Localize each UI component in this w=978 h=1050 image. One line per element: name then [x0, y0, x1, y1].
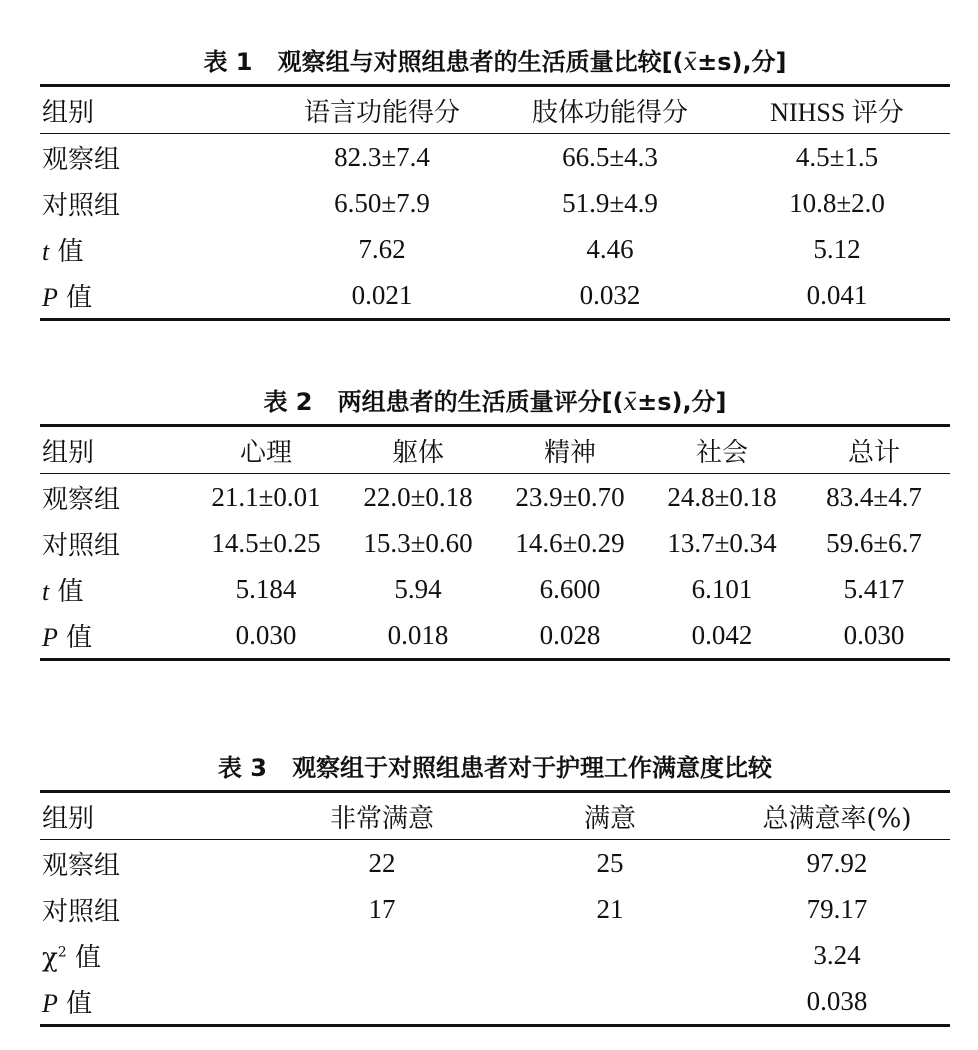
- label-value: 值: [49, 236, 84, 267]
- table-row: [40, 886, 950, 932]
- table-1-title: [40, 40, 950, 84]
- table-cell: 0.032: [579, 279, 641, 310]
- symbol-p: P: [42, 622, 58, 652]
- column-header-total: 总计: [847, 437, 900, 468]
- table-cell: 15.3±0.60: [363, 527, 473, 558]
- table-cell: [496, 978, 724, 1026]
- table-row: [40, 978, 950, 1026]
- row-label-control: 对照组: [42, 190, 121, 221]
- table-row: [40, 840, 950, 887]
- row-label-control: 对照组: [42, 530, 121, 561]
- table-cell: 66.5±4.3: [562, 141, 658, 172]
- table-cell: [268, 932, 496, 978]
- symbol-p: P: [42, 282, 58, 312]
- table-3: [40, 790, 950, 1027]
- table-cell: 97.92: [806, 847, 868, 878]
- label-value: 值: [57, 282, 93, 313]
- row-label-p-value: [40, 272, 268, 320]
- table-cell: 0.021: [351, 279, 413, 310]
- column-header-satisfied: 满意: [583, 803, 636, 834]
- table-row: [40, 474, 950, 521]
- symbol-p: P: [42, 988, 58, 1018]
- column-header-language: 语言功能得分: [303, 97, 460, 128]
- row-label-observation: 观察组: [42, 144, 121, 175]
- column-header-group: 组别: [42, 803, 95, 834]
- table-cell: 0.030: [235, 619, 297, 650]
- symbol-t: t: [42, 236, 50, 266]
- table-cell: 0.041: [806, 279, 868, 310]
- table-row: [40, 566, 950, 612]
- table-cell: 79.17: [806, 893, 868, 924]
- table-cell: 0.038: [806, 985, 868, 1016]
- table-1-number: 表 1: [203, 48, 253, 76]
- column-header-total-rate: 总满意率(%): [762, 803, 912, 834]
- table-1-title-text: 观察组与对照组患者的生活质量比较[(: [277, 48, 684, 76]
- column-header-spirit: 精神: [543, 437, 596, 468]
- table-row: [40, 932, 950, 978]
- row-label-t-value: [40, 226, 268, 272]
- column-header-social: 社会: [695, 437, 748, 468]
- table-cell: 14.5±0.25: [211, 527, 321, 558]
- table-cell: 6.600: [539, 573, 601, 604]
- table-cell: 0.030: [843, 619, 905, 650]
- table-cell: 21.1±0.01: [211, 481, 321, 512]
- column-header-limb: 肢体功能得分: [531, 97, 688, 128]
- table-3-title-text: 观察组于对照组患者对于护理工作满意度比较: [292, 754, 773, 782]
- table-row: [40, 134, 950, 181]
- table-cell: 6.101: [691, 573, 753, 604]
- table-row: [40, 612, 950, 660]
- table-cell: 51.9±4.9: [562, 187, 658, 218]
- table-3-title: [40, 746, 950, 790]
- table-1: [40, 84, 950, 321]
- table-cell: 10.8±2.0: [789, 187, 885, 218]
- label-value: 值: [57, 988, 93, 1019]
- table-row: [40, 272, 950, 320]
- table-2-number: 表 2: [263, 388, 313, 416]
- table-header-row: [40, 792, 950, 840]
- table-cell: 5.12: [813, 233, 861, 264]
- table-cell: 4.46: [586, 233, 634, 264]
- table-cell: 7.62: [358, 233, 406, 264]
- row-label-observation: 观察组: [42, 850, 121, 881]
- row-label-observation: 观察组: [42, 484, 121, 515]
- table-cell: [496, 932, 724, 978]
- row-label-p-value: [40, 612, 190, 660]
- table-cell: 5.184: [235, 573, 297, 604]
- table-cell: 22: [368, 847, 396, 878]
- table-header-row: [40, 86, 950, 134]
- symbol-superscript-2: 2: [57, 943, 67, 960]
- label-value: 值: [49, 576, 84, 607]
- table-cell: 17: [368, 893, 396, 924]
- table-3-number: 表 3: [217, 754, 267, 782]
- symbol-chi: χ: [42, 942, 58, 973]
- table-cell: 6.50±7.9: [334, 187, 430, 218]
- column-header-body: 躯体: [391, 437, 444, 468]
- table-cell: 4.5±1.5: [795, 141, 879, 172]
- label-value: 值: [66, 942, 101, 973]
- column-header-psychology: 心理: [239, 437, 292, 468]
- table-cell: 83.4±4.7: [826, 481, 922, 512]
- table-cell: 13.7±0.34: [667, 527, 777, 558]
- table-cell: 82.3±7.4: [334, 141, 430, 172]
- table-2: [40, 424, 950, 661]
- table-2-title-suffix: ±s),分]: [637, 388, 727, 416]
- table-row: [40, 180, 950, 226]
- table-cell: 0.042: [691, 619, 753, 650]
- table-1-block: [40, 40, 950, 321]
- label-value: 值: [57, 622, 93, 653]
- table-cell: [268, 978, 496, 1026]
- symbol-t: t: [42, 576, 50, 606]
- table-row: [40, 226, 950, 272]
- column-header-very-satisfied: 非常满意: [329, 803, 434, 834]
- table-cell: 0.028: [539, 619, 601, 650]
- table-cell: 24.8±0.18: [667, 481, 777, 512]
- row-label-p-value: [40, 978, 268, 1026]
- column-header-group: 组别: [42, 97, 95, 128]
- row-label-t-value: [40, 566, 190, 612]
- table-2-title: [40, 380, 950, 424]
- table-2-title-xbar: x̄: [623, 388, 638, 416]
- table-2-block: [40, 380, 950, 661]
- table-3-block: [40, 746, 950, 1027]
- table-cell: 3.24: [813, 939, 861, 970]
- column-header-nihss: NIHSS 评分: [770, 97, 904, 127]
- table-1-title-suffix: ±s),分]: [697, 48, 787, 76]
- table-cell: 23.9±0.70: [515, 481, 625, 512]
- table-header-row: [40, 426, 950, 474]
- table-cell: 0.018: [387, 619, 449, 650]
- row-label-chi-square-value: [40, 932, 268, 978]
- table-cell: 5.94: [394, 573, 442, 604]
- table-cell: 25: [596, 847, 624, 878]
- table-cell: 22.0±0.18: [363, 481, 473, 512]
- column-header-group: 组别: [42, 437, 95, 468]
- table-cell: 21: [596, 893, 624, 924]
- table-1-title-xbar: x̄: [683, 48, 698, 76]
- table-2-title-text: 两组患者的生活质量评分[(: [337, 388, 624, 416]
- table-row: [40, 520, 950, 566]
- table-cell: 59.6±6.7: [826, 527, 922, 558]
- table-cell: 5.417: [843, 573, 905, 604]
- table-cell: 14.6±0.29: [515, 527, 625, 558]
- row-label-control: 对照组: [42, 896, 121, 927]
